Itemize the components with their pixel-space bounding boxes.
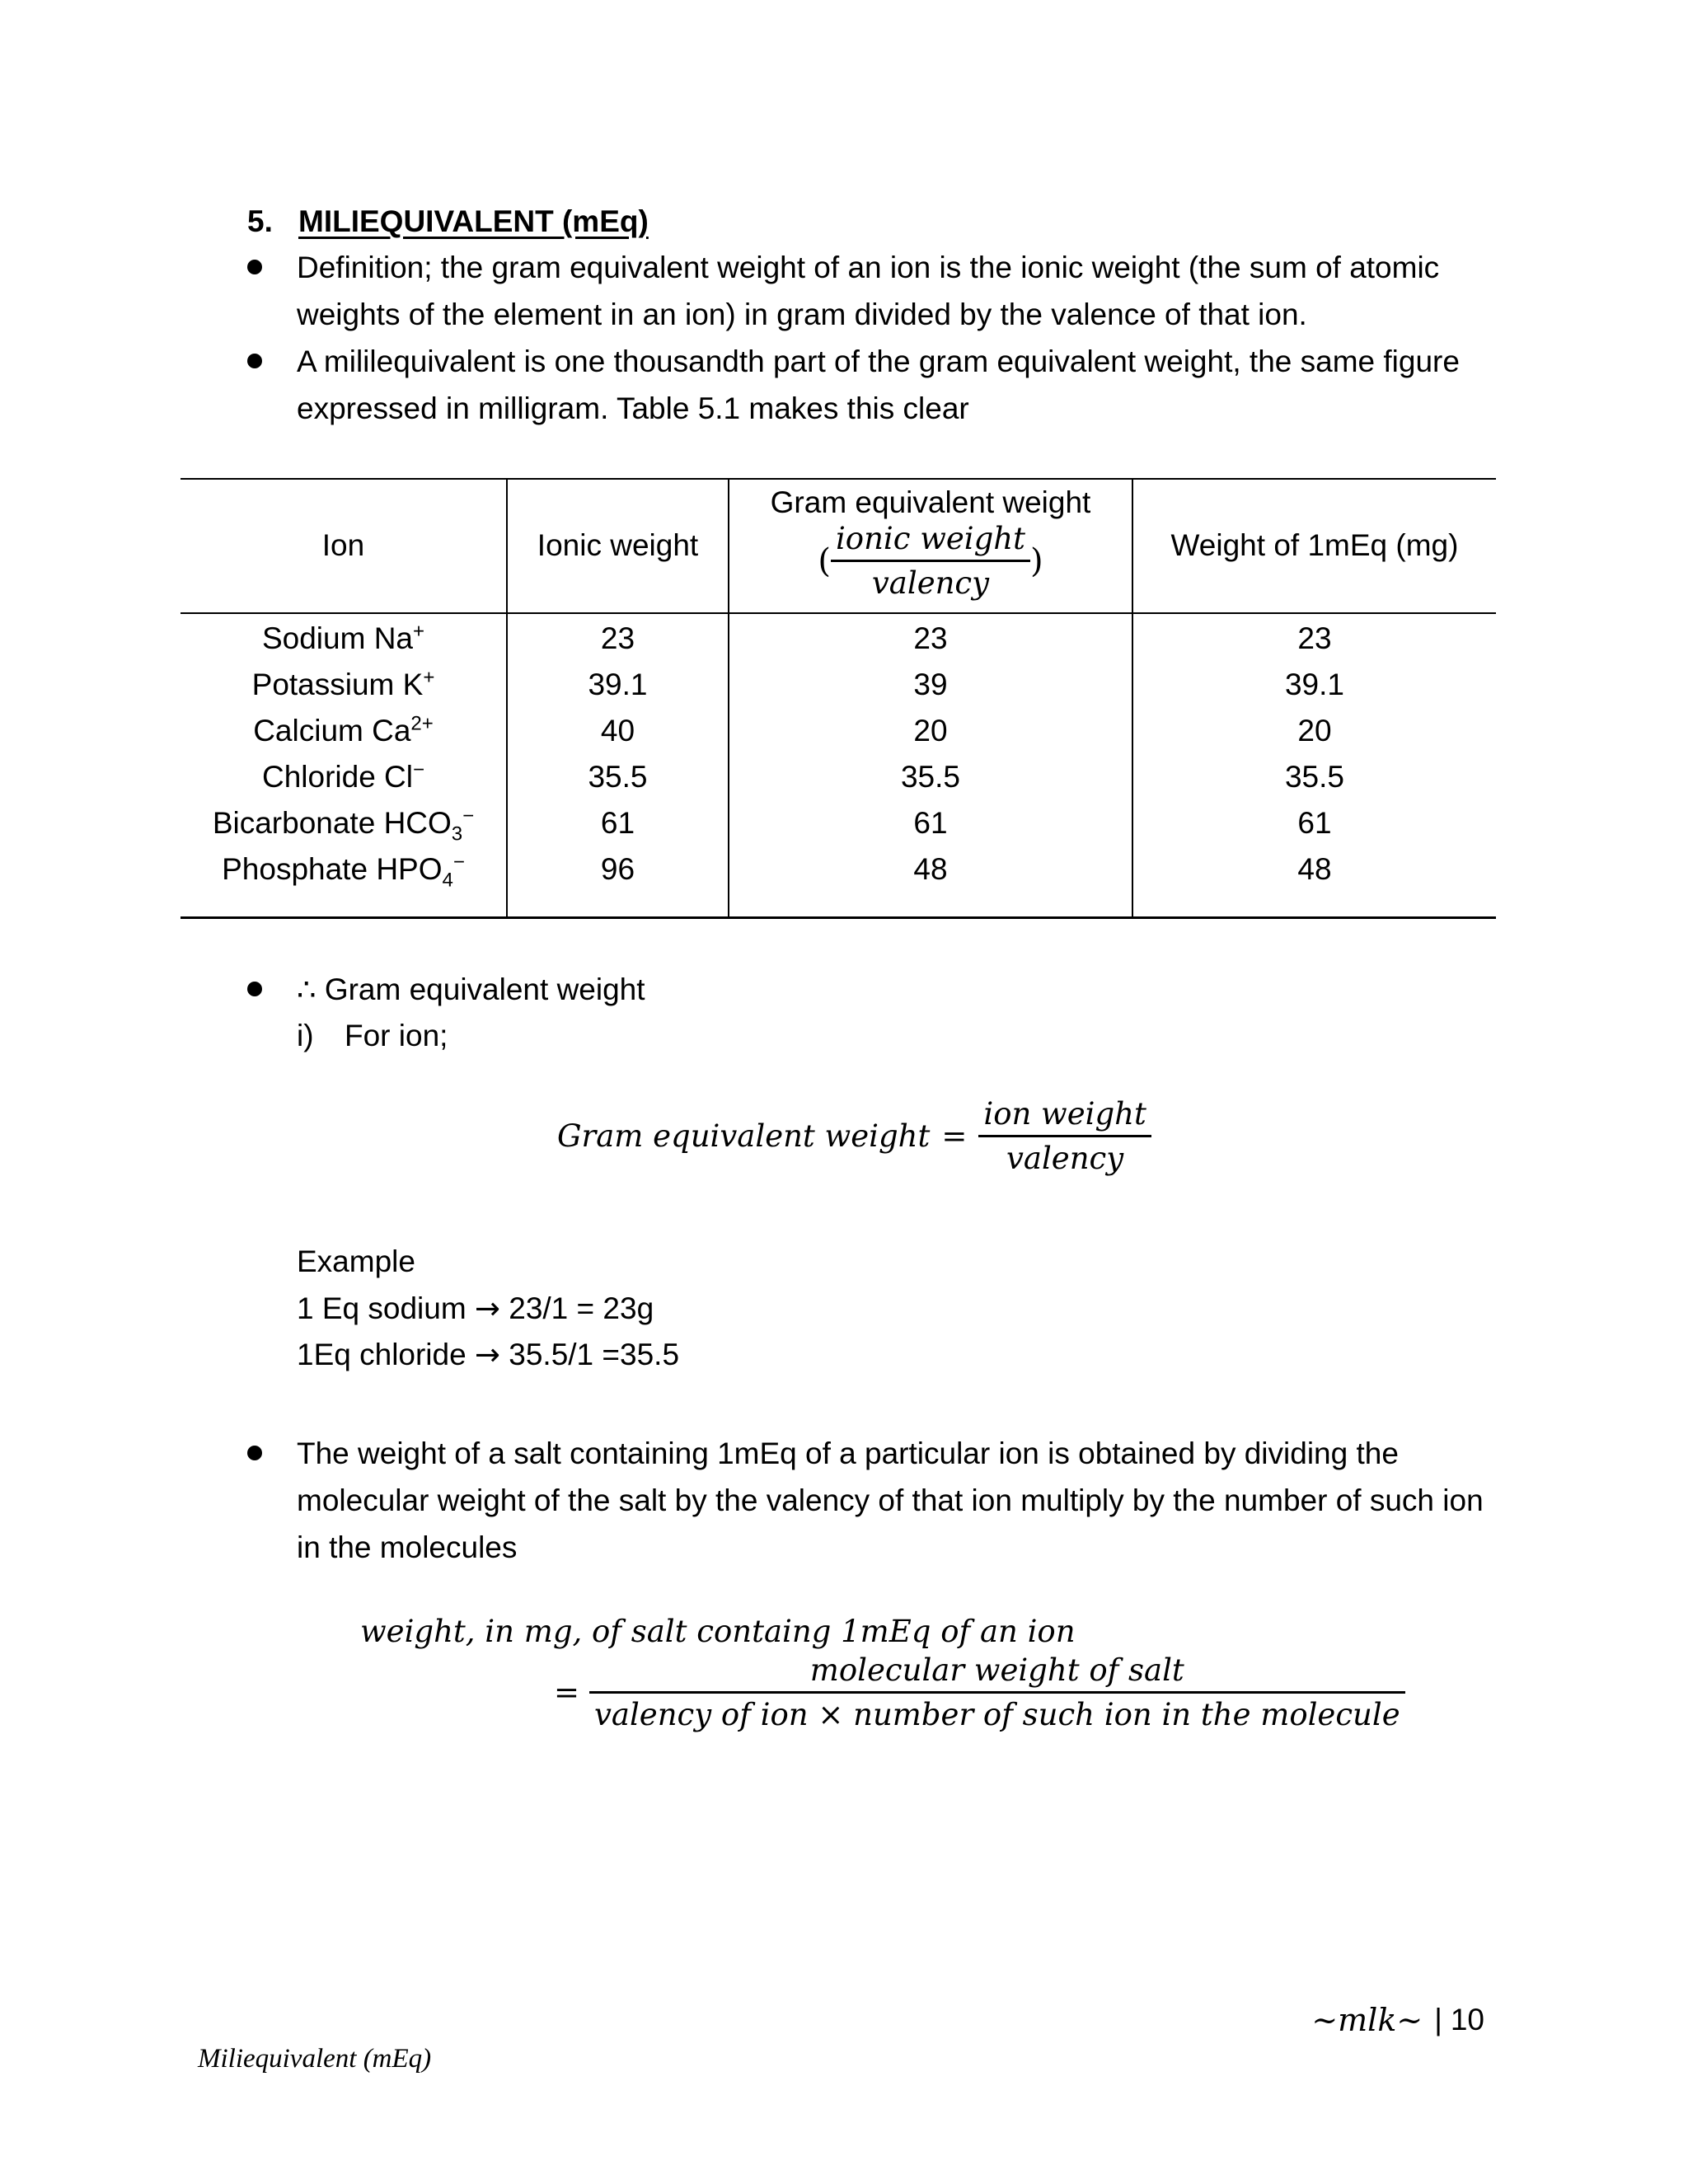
salt-formula-lhs: weight, in mg, of salt containg 1mEq of an ion bbox=[360, 1614, 1076, 1649]
header-ionic-weight: Ionic weight bbox=[537, 528, 699, 562]
weight-1meq-cell: 61 bbox=[1297, 806, 1332, 840]
table-row bbox=[181, 616, 1496, 662]
weight-1meq-cell: 23 bbox=[1297, 621, 1332, 655]
bullet-icon bbox=[247, 260, 262, 274]
bullet-icon bbox=[247, 354, 262, 368]
table-row bbox=[181, 662, 1496, 708]
fraction-numerator: ion weight bbox=[978, 1096, 1151, 1137]
gram-equivalent-cell: 48 bbox=[913, 852, 948, 886]
header-weight-1meq: Weight of 1mEq (mg) bbox=[1170, 528, 1459, 562]
ion-cell: Bicarbonate $HCO_3^-$ bbox=[212, 804, 475, 846]
molecular-weight-fraction bbox=[589, 1652, 1405, 1732]
fraction-denominator: valency bbox=[871, 565, 990, 601]
ionic-weight-cell: 96 bbox=[600, 852, 635, 886]
ionic-weight-cell: 39.1 bbox=[588, 668, 648, 701]
arrow-icon: → bbox=[474, 1291, 500, 1326]
table-row bbox=[181, 846, 1496, 893]
ionic-weight-cell: 35.5 bbox=[588, 760, 648, 794]
ionic-weight-cell: 40 bbox=[600, 714, 635, 748]
bullet-icon bbox=[247, 982, 262, 996]
example-heading: Example bbox=[297, 1244, 415, 1278]
ion-cell: Chloride Cl− bbox=[261, 758, 425, 794]
ion-cell: Potassium K+ bbox=[251, 666, 435, 701]
gram-equivalent-cell: 23 bbox=[913, 621, 948, 655]
signature: ~mlk~ bbox=[1311, 2001, 1423, 2038]
header-gram-equivalent: Gram equivalent weight bbox=[770, 485, 1091, 519]
table-row bbox=[181, 754, 1496, 800]
running-title: Miliequivalent (mEq) bbox=[198, 2044, 432, 2074]
item-text: For ion; bbox=[345, 1019, 448, 1052]
open-paren: ( bbox=[818, 541, 831, 580]
ion-table bbox=[181, 478, 1496, 919]
example-line-chloride: 1Eq chloride → 35.5/1 =35.5 bbox=[297, 1337, 680, 1372]
ionic-weight-cell: 23 bbox=[600, 621, 635, 655]
gram-equivalent-cell: 39 bbox=[913, 668, 948, 701]
equals-sign: = bbox=[941, 1118, 968, 1154]
header-gram-equivalent-formula bbox=[729, 521, 1132, 601]
weight-1meq-cell: 35.5 bbox=[1284, 760, 1344, 794]
ionic-weight-cell: 61 bbox=[600, 806, 635, 840]
fraction-denominator: valency bbox=[1006, 1141, 1124, 1176]
example-line-sodium: 1 Eq sodium → 23/1 = 23g bbox=[297, 1291, 654, 1326]
gram-equivalent-cell: 61 bbox=[913, 806, 948, 840]
section-heading bbox=[247, 198, 649, 245]
gram-equivalent-cell: 20 bbox=[913, 714, 948, 748]
salt-formula bbox=[554, 1652, 1405, 1732]
weight-1meq-cell: 20 bbox=[1297, 714, 1332, 748]
table-header-rule bbox=[181, 612, 1496, 614]
ion-weight-over-valency bbox=[978, 1096, 1151, 1176]
equals-sign: = bbox=[554, 1675, 580, 1710]
section-number: 5. bbox=[247, 204, 273, 238]
ion-cell: Sodium Na+ bbox=[261, 620, 425, 655]
gram-equivalent-cell: 35.5 bbox=[900, 760, 960, 794]
fraction-numerator: ionic weight bbox=[831, 521, 1030, 562]
page-number: 10 bbox=[1450, 2003, 1484, 2036]
close-paren: ) bbox=[1030, 541, 1043, 580]
bullet-icon bbox=[247, 1446, 262, 1460]
weight-1meq-cell: 48 bbox=[1297, 852, 1332, 886]
ionic-weight-over-valency bbox=[831, 521, 1030, 601]
table-row bbox=[181, 708, 1496, 754]
fraction-denominator: valency of ion × number of such ion in the molecule bbox=[594, 1697, 1400, 1732]
header-ion: Ion bbox=[321, 528, 365, 562]
item-marker: i) bbox=[297, 1019, 314, 1052]
salt-paragraph: The weight of a salt containing 1mEq of a particular ion is obtained by dividing the molecular weight of the salt by the valency of that ion multiply by the number of such ion in the molecules bbox=[297, 1436, 1484, 1564]
table-row bbox=[181, 800, 1496, 846]
footer-separator: | bbox=[1434, 2003, 1442, 2036]
gram-equivalent-formula bbox=[557, 1096, 1151, 1176]
ion-cell: Calcium $Ca^{2+}$ bbox=[253, 712, 434, 748]
therefore-label: ∴ Gram equivalent weight bbox=[297, 972, 645, 1006]
milliequivalent-paragraph: A mililequivalent is one thousandth part of the gram equivalent weight, the same figure expressed in milligram. Table 5.1 makes this clear bbox=[297, 344, 1460, 425]
section-title: MILIEQUIVALENT (mEq) bbox=[298, 204, 649, 238]
weight-1meq-cell: 39.1 bbox=[1284, 668, 1344, 701]
fraction-numerator: molecular weight of salt bbox=[589, 1652, 1405, 1694]
table-bottom-rule bbox=[181, 916, 1496, 919]
arrow-icon: → bbox=[474, 1337, 500, 1372]
definition-paragraph: Definition; the gram equivalent weight of an ion is the ionic weight (the sum of atomic weights of the element in an ion) in gram divided by the valence of that ion. bbox=[297, 251, 1440, 331]
page-footer-right bbox=[1311, 1996, 1484, 2043]
formula-lhs: Gram equivalent weight bbox=[557, 1118, 931, 1154]
ion-cell: Phosphate $HPO_4^-$ bbox=[222, 851, 465, 892]
